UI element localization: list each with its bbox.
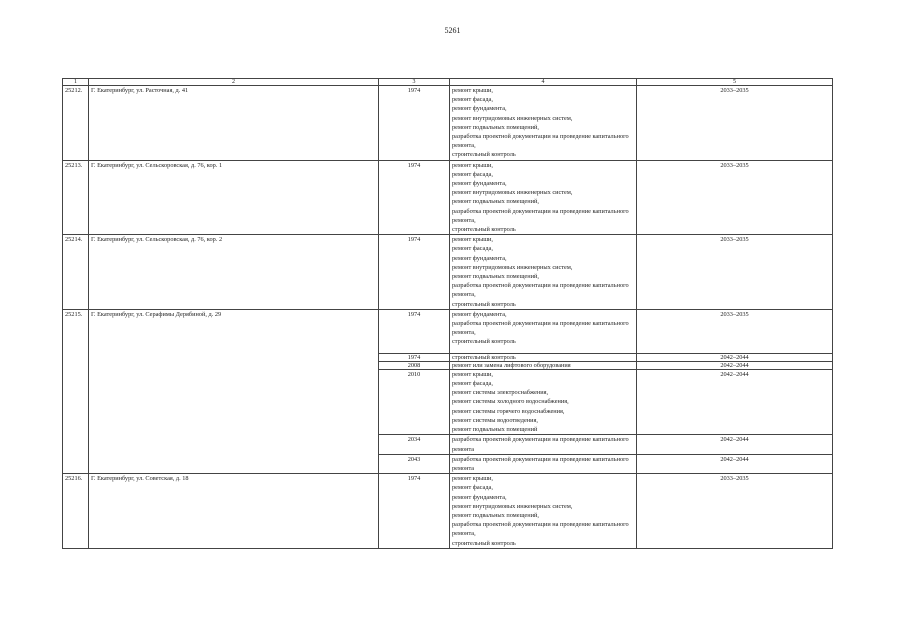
row-year: 1974 [379,309,450,353]
row-period: 2033–2035 [637,474,833,549]
column-header-5: 5 [637,79,833,86]
row-year: 2008 [379,361,450,369]
row-period: 2042–2044 [637,361,833,369]
row-year: 1974 [379,353,450,361]
row-period: 2033–2035 [637,309,833,353]
column-header-2: 2 [89,79,379,86]
row-number: 25216. [63,474,89,549]
row-period: 2033–2035 [637,86,833,161]
row-period: 2042–2044 [637,454,833,473]
row-year: 2034 [379,435,450,454]
row-number: 25212. [63,86,89,161]
row-works: ремонт крыши, ремонт фасада, ремонт фундамента, ремонт внутридомовых инженерных систем, ремонт подвальных помещений, разработка проектной документации на проведение капитального ремонта, строительный контроль [450,235,637,310]
capital-repair-table [62,78,833,549]
row-works: ремонт крыши, ремонт фасада, ремонт системы электроснабжения, ремонт системы холодного водоснабжения, ремонт системы горячего водоснабжения, ремонт системы водоотведения, ремонт подвальных помещений [450,369,637,434]
table-row [63,235,833,310]
row-year: 2043 [379,454,450,473]
row-period: 2042–2044 [637,369,833,434]
row-address: Г. Екатеринбург, ул. Сельскоровская, д. 76, кор. 1 [89,160,379,235]
row-number: 25214. [63,235,89,310]
table-row [63,86,833,161]
row-address: Г. Екатеринбург, ул. Серафимы Дерябиной, д. 29 [89,309,379,473]
row-address: Г. Екатеринбург, ул. Советская, д. 18 [89,474,379,549]
row-year: 1974 [379,86,450,161]
row-number: 25215. [63,309,89,473]
table-row [63,160,833,235]
row-year: 1974 [379,235,450,310]
row-works: ремонт крыши, ремонт фасада, ремонт фундамента, ремонт внутридомовых инженерных систем, ремонт подвальных помещений, разработка проектной документации на проведение капитального ремонта, строительный контроль [450,160,637,235]
row-year: 1974 [379,474,450,549]
row-address: Г. Екатеринбург, ул. Сельскоровская, д. 76, кор. 2 [89,235,379,310]
row-period: 2033–2035 [637,160,833,235]
row-works: ремонт или замена лифтового оборудования [450,361,637,369]
table-row [63,474,833,549]
row-year: 2010 [379,369,450,434]
table-row [63,309,833,353]
row-period: 2042–2044 [637,353,833,361]
column-header-1: 1 [63,79,89,86]
column-header-4: 4 [450,79,637,86]
table-header-row [63,79,833,86]
column-header-3: 3 [379,79,450,86]
row-works: строительный контроль [450,353,637,361]
page-number: 5261 [444,26,461,35]
row-address: Г. Екатеринбург, ул. Расточная, д. 41 [89,86,379,161]
row-works: ремонт фундамента, разработка проектной документации на проведение капитального ремонта, строительный контроль [450,309,637,353]
row-works: ремонт крыши, ремонт фасада, ремонт фундамента, ремонт внутридомовых инженерных систем, ремонт подвальных помещений, разработка проектной документации на проведение капитального ремонта, строительный контроль [450,474,637,549]
row-period: 2033–2035 [637,235,833,310]
row-number: 25213. [63,160,89,235]
row-year: 1974 [379,160,450,235]
row-works: ремонт крыши, ремонт фасада, ремонт фундамента, ремонт внутридомовых инженерных систем, ремонт подвальных помещений, разработка проектной документации на проведение капитального ремонта, строительный контроль [450,86,637,161]
row-works: разработка проектной документации на проведение капитального ремонта [450,454,637,473]
row-period: 2042–2044 [637,435,833,454]
row-works: разработка проектной документации на проведение капитального ремонта [450,435,637,454]
